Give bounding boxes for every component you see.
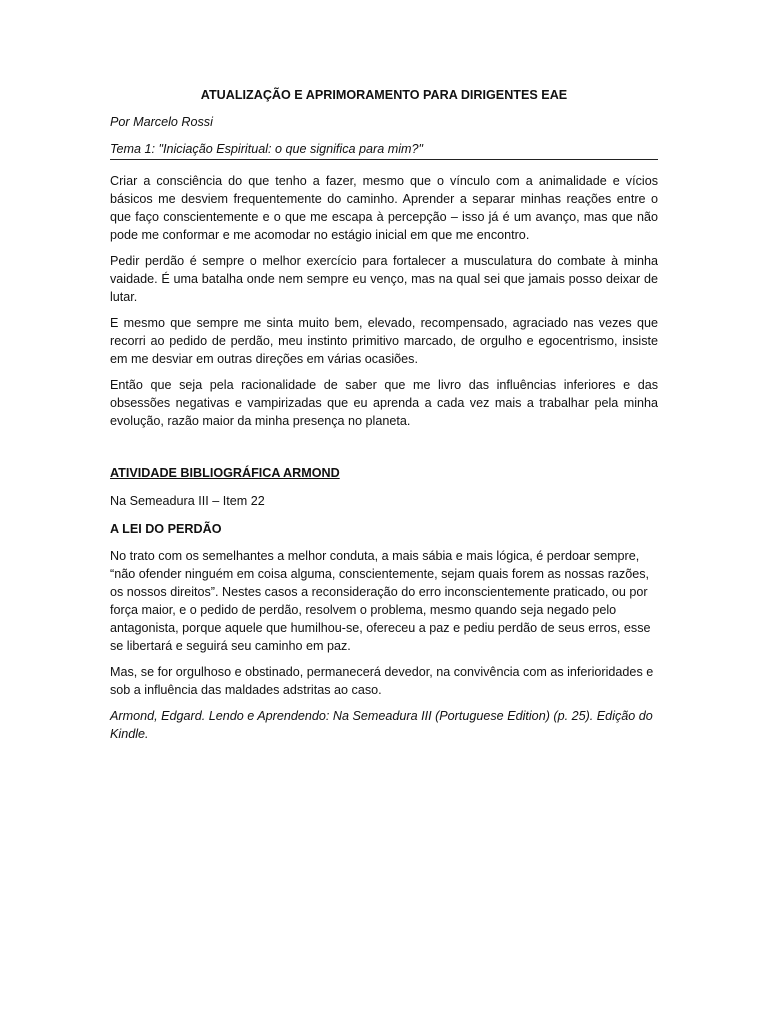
section-title: ATIVIDADE BIBLIOGRÁFICA ARMOND — [110, 466, 340, 480]
section-paragraph: Mas, se for orgulhoso e obstinado, permanecerá devedor, na convivência com as inferioridades e sob a influência das maldades adstritas ao caso. — [110, 665, 654, 697]
citation: Armond, Edgard. Lendo e Aprendendo: Na Semeadura III (Portuguese Edition) (p. 25). Edição do Kindle. — [110, 709, 653, 741]
law-title: A LEI DO PERDÃO — [110, 522, 222, 536]
document-author: Por Marcelo Rossi — [110, 115, 213, 129]
paragraph: E mesmo que sempre me sinta muito bem, elevado, recompensado, agraciado nas vezes que recorri ao pedido de perdão, meu instinto primitivo marcado, de orgulho e egocentrismo, insiste em me desviar em outras direções em várias ocasiões. — [110, 316, 658, 366]
section-reference: Na Semeadura III – Item 22 — [110, 494, 265, 508]
paragraph: Pedir perdão é sempre o melhor exercício para fortalecer a musculatura do combate à minha vaidade. É uma batalha onde nem sempre eu venço, mas na qual sei que jamais posso deixar de lutar. — [110, 254, 658, 304]
document-content — [110, 86, 658, 743]
paragraph: Criar a consciência do que tenho a fazer, mesmo que o vínculo com a animalidade e vícios básicos me desviem frequentemente do caminho. Aprender a separar minhas reações entre o que faço conscientemente e o que me escapa à percepção – isso já é um avanço, mas que não pode me conformar e me acomodar no estágio inicial em que me encontro. — [110, 174, 658, 242]
section-paragraph: No trato com os semelhantes a melhor conduta, a mais sábia e mais lógica, é perdoar sempre, “não ofender ninguém em coisa alguma, conscientemente, sejam quais forem as nossas razões, os nossos direitos”. Nestes casos a reconsideração do erro inconscientemente praticado, ou por força maior, e o pedido de perdão, resolvem o problema, mesmo quando seja negado pelo antagonista, porque aquele que humilhou-se, ofereceu a paz e pediu perdão de seus erros, esse se libertará e seguirá seu caminho em paz. — [110, 549, 651, 653]
document-title: ATUALIZAÇÃO E APRIMORAMENTO PARA DIRIGENTES EAE — [200, 88, 568, 102]
section-spacer — [110, 438, 658, 464]
document-theme: Tema 1: "Iniciação Espiritual: o que significa para mim?" — [110, 140, 658, 160]
paragraph: Então que seja pela racionalidade de saber que me livro das influências inferiores e das obsessões negativas e vampirizadas que eu aprenda a cada vez mais a trabalhar pela minha evolução, razão maior da minha presença no planeta. — [110, 378, 658, 428]
